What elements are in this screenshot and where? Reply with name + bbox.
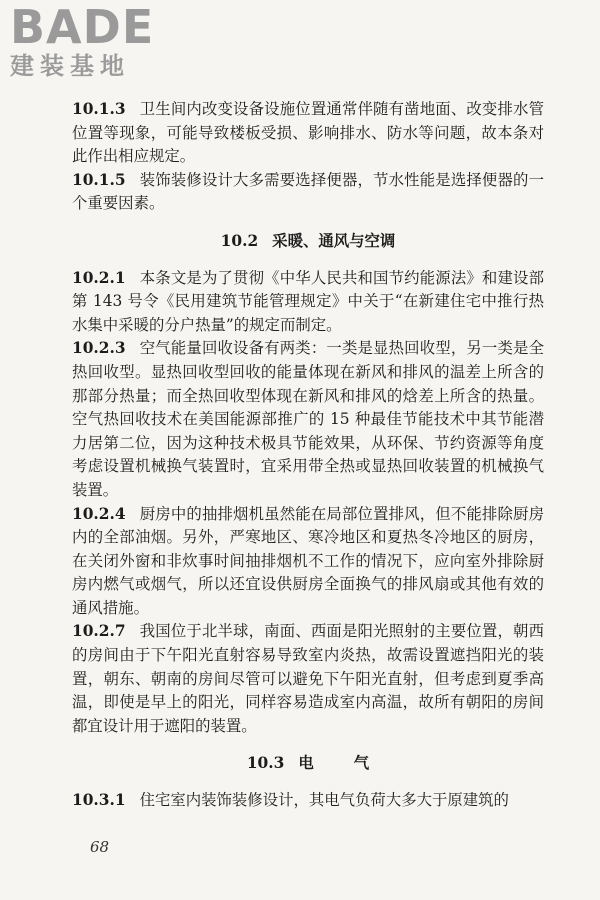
clause-text: 本条文是为了贯彻《中华人民共和国节约能源法》和建设部第 143 号令《民用建筑节能管理规定》中关于“在新建住宅中推行热水集中采暖的分户热量”的规定而制定。 [72, 268, 544, 334]
page-number: 68 [90, 838, 110, 856]
clause-number: 10.2.7 [72, 622, 126, 641]
section-heading-10-3 [72, 752, 544, 776]
clause-text: 我国位于北半球，南面、西面是阳光照射的主要位置，朝西的房间由于下午阳光直射容易导致室内炎热，故需设置遮挡阳光的装置，朝东、朝南的房间尽管可以避免下午阳光直射，但考虑到夏季高温，即使是早上的阳光，同样容易造成室内高温，故所有朝阳的房间都宜设计用于遮阳的装置。 [72, 622, 544, 735]
clause-number: 10.2.1 [72, 268, 126, 287]
section-title: 采暖、通风与空调 [272, 231, 396, 250]
clause-10-2-7 [72, 620, 544, 738]
logo [10, 0, 180, 80]
clause-text: 卫生间内改变设备设施位置通常伴随有凿地面、改变排水管位置等现象，可能导致楼板受损、影响排水、防水等问题，故本条对此作出相应规定。 [72, 100, 544, 166]
clause-number: 10.1.5 [72, 170, 126, 189]
clause-10-2-1 [72, 267, 544, 338]
section-heading-10-2 [72, 230, 544, 254]
clause-10-1-3 [72, 98, 544, 169]
logo-word: BADE [10, 0, 155, 54]
clause-number: 10.1.3 [72, 100, 126, 118]
clause-text: 装饰装修设计大多需要选择便器，节水性能是选择便器的一个重要因素。 [72, 170, 544, 213]
section-title-part2: 气 [353, 754, 370, 773]
clause-10-1-5 [72, 169, 544, 216]
clause-text: 空气能量回收设备有两类：一类是显热回收型，另一类是全热回收型。显热回收型回收的能量体现在新风和排风的温差上所含的那部分热量；而全热回收型体现在新风和排风的焓差上所含的热量。空气热回收技术在美国能源部推广的 15 种最佳节能技术中其节能潜力居第二位，因为这种技术极具节能效果，从环保、节约资源等角度考虑设置机械换气装置时，宜采用带全热或显热回收装置的机械换气装置。 [72, 339, 544, 499]
clause-number: 10.3.1 [72, 791, 126, 810]
clause-text: 厨房中的抽排烟机虽然能在局部位置排风，但不能排除厨房内的全部油烟。另外，严寒地区、寒冷地区和夏热冬冷地区的厨房，在关闭外窗和非炊事时间抽排烟机不工作的情况下，应向室外排除厨房内燃气或烟气，所以还宜设供厨房全面换气的排风扇或其他有效的通风措施。 [72, 504, 544, 617]
section-number: 10.2 [220, 231, 259, 250]
clause-10-2-4 [72, 503, 544, 621]
clause-number: 10.2.3 [72, 339, 126, 358]
clause-number: 10.2.4 [72, 504, 126, 523]
document-body [72, 98, 544, 813]
clause-10-2-3 [72, 337, 544, 502]
logo-subtitle: 建装基地 [10, 52, 130, 80]
clause-10-3-1 [72, 789, 544, 813]
section-title-part1: 电 [298, 754, 314, 773]
section-number: 10.3 [246, 754, 285, 773]
clause-text: 住宅室内装饰装修设计，其电气负荷大多大于原建筑的 [139, 791, 509, 810]
